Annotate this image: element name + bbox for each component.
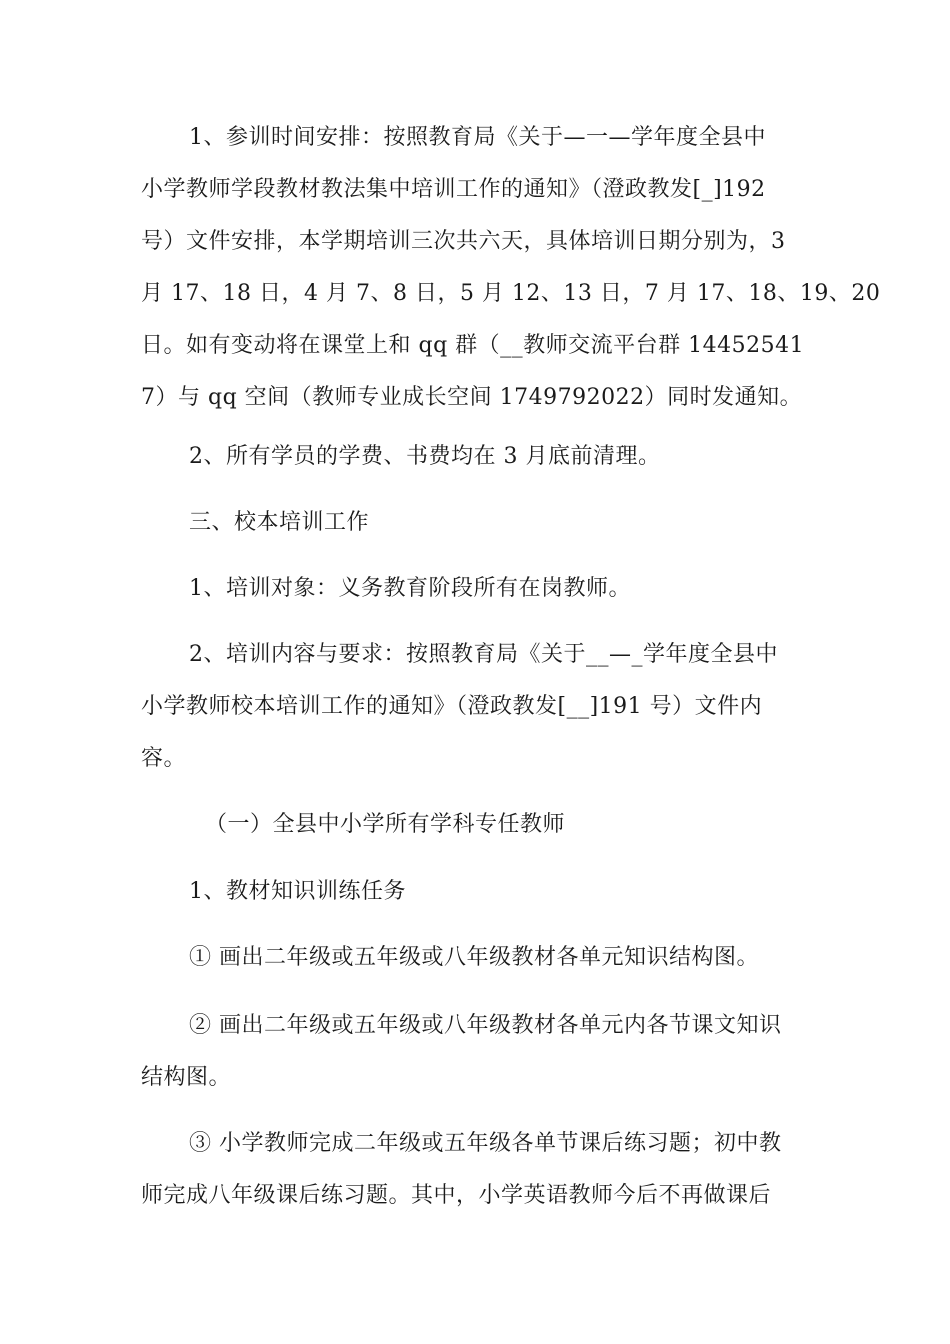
- text-line: 1、培训对象：义务教育阶段所有在岗教师。: [189, 576, 631, 601]
- text-line: ② 画出二年级或五年级或八年级教材各单元内各节课文知识: [189, 1013, 782, 1038]
- text-line: 师完成八年级课后练习题。其中，小学英语教师今后不再做课后: [141, 1183, 772, 1208]
- text-line: 1、教材知识训练任务: [189, 879, 406, 904]
- text-line: 小学教师学段教材教法集中培训工作的通知》（澄政教发[_]192: [141, 177, 766, 202]
- text-line: 1、参训时间安排：按照教育局《关于—一—学年度全县中: [189, 125, 766, 150]
- text-line: ③ 小学教师完成二年级或五年级各单节课后练习题；初中教: [189, 1131, 782, 1156]
- text-line: 2、培训内容与要求：按照教育局《关于__—_学年度全县中: [189, 642, 778, 667]
- text-line: 2、所有学员的学费、书费均在 3 月底前清理。: [189, 444, 661, 469]
- text-line: 号）文件安排，本学期培训三次共六天，具体培训日期分别为，3: [141, 229, 786, 254]
- section-heading: 三、校本培训工作: [189, 510, 370, 535]
- text-line: 小学教师校本培训工作的通知》（澄政教发[__]191 号）文件内: [141, 694, 763, 719]
- text-line: 日。如有变动将在课堂上和 qq 群（__教师交流平台群 14452541: [141, 333, 805, 358]
- text-line: ① 画出二年级或五年级或八年级教材各单元知识结构图。: [189, 945, 759, 970]
- text-line: 结构图。: [141, 1065, 232, 1090]
- text-line: 月 17、18 日，4 月 7、8 日，5 月 12、13 日，7 月 17、18、19、20: [141, 281, 881, 306]
- text-line: 容。: [141, 746, 187, 771]
- text-line: 7）与 qq 空间（教师专业成长空间 1749792022）同时发通知。: [141, 385, 803, 410]
- subsection-heading: （一）全县中小学所有学科专任教师: [205, 812, 566, 837]
